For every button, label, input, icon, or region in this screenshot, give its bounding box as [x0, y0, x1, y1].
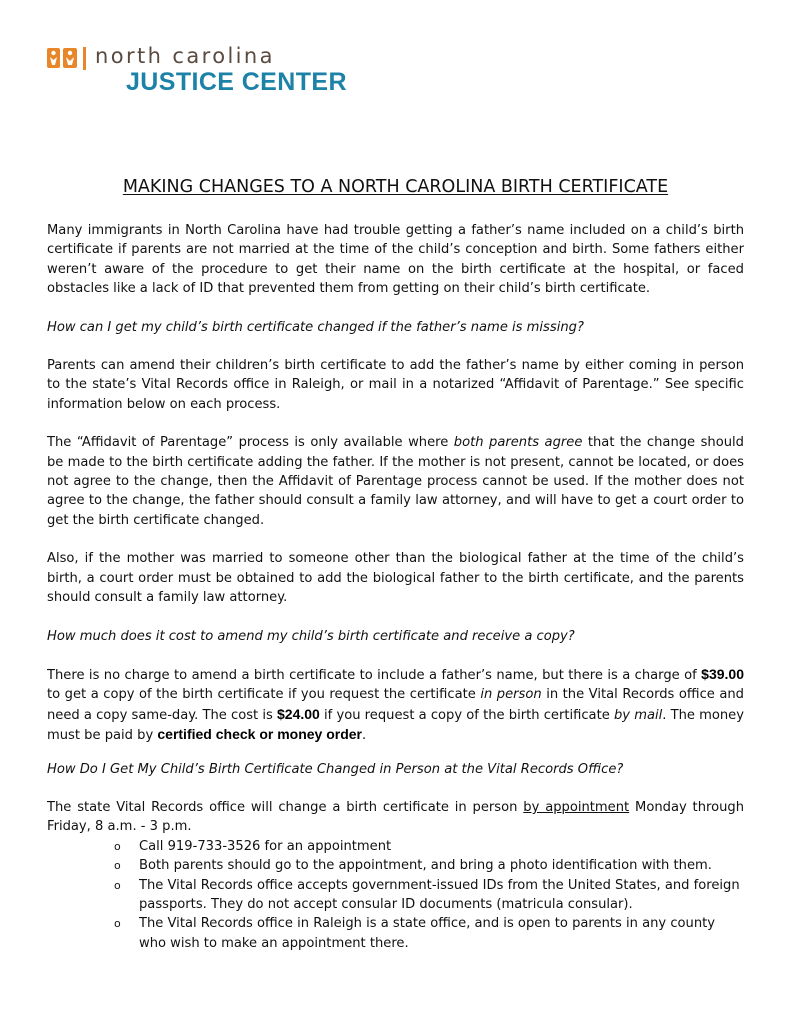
bullet-icon: o — [114, 917, 121, 931]
question-heading-1: How can I get my child’s birth certificate changed if the father’s name is missing? — [47, 319, 584, 335]
spacer — [47, 299, 744, 318]
text-run: to get a copy of the birth certificate if you request the certificate — [47, 687, 481, 703]
document-body — [47, 221, 744, 953]
list-item-text: The Vital Records office in Raleigh is a state office, and is open to parents in any county who wish to make an appointment there. — [139, 916, 716, 951]
logo-text-top: north carolina — [95, 44, 275, 68]
text-run: . The money must be paid by — [47, 707, 744, 744]
list-item — [114, 876, 744, 915]
list-item-text: The Vital Records office accepts government-issued IDs from the United States, and foreign passports. They do not accept consular ID documents (matricula consular). — [139, 877, 740, 912]
price-by-mail: $24.00 — [277, 705, 320, 722]
text-run: Monday through Friday, 8 a.m. - 3 p.m. — [47, 799, 745, 835]
requirements-list — [47, 837, 744, 953]
spacer — [47, 530, 744, 549]
emphasis-text: both parents agree — [453, 435, 583, 451]
bullet-icon: o — [114, 859, 121, 873]
intro-paragraph: Many immigrants in North Carolina have had trouble getting a father’s name included on a child’s birth certificate if parents are not married at the time of the child’s conception and birth. Some fathers either weren’t aware of the procedure to get their name on the birth certificate at the hospital, or faced obstacles like a lack of ID that prevented them from getting on their child’s birth certificate. — [47, 223, 744, 297]
spacer — [47, 608, 744, 627]
text-run: in the Vital Records office and need a copy same-day. The cost is — [47, 687, 744, 723]
text-run: The state Vital Records office will change a birth certificate in person — [47, 799, 524, 815]
spacer — [47, 779, 744, 798]
question-heading-3: How Do I Get My Child’s Birth Certificate Changed in Person at the Vital Records Office? — [47, 761, 624, 777]
answer-paragraph-1: Parents can amend their children’s birth certificate to add the father’s name by either coming in person to the state’s Vital Records office in Raleigh, or mail in a notarized “Affidavit of Parentage.” See specific information below on each process. — [47, 358, 744, 412]
document-title: MAKING CHANGES TO A NORTH CAROLINA BIRTH CERTIFICATE — [122, 177, 669, 197]
spacer — [47, 414, 744, 433]
logo-divider — [83, 47, 86, 70]
text-run: There is no charge to amend a birth certificate to include a father’s name, but there is a charge of — [47, 667, 702, 683]
text-run: if you request a copy of the birth certificate — [319, 707, 614, 723]
spacer — [47, 337, 744, 356]
payment-method: certified check or money order — [157, 726, 363, 743]
emphasis-text: by mail — [613, 707, 663, 723]
text-run: that the change should be made to the birth certificate adding the father. If the mother is not present, cannot be located, or does not agree to the change, then the Affidavit of Parentage process cannot be used. If the mother does not agree to the change, the father should consult a family law attorney, and will have to get a court order to get the birth certificate changed. — [47, 435, 744, 528]
answer-paragraph-2 — [47, 433, 744, 530]
office-paragraph — [47, 798, 744, 837]
bullet-icon: o — [114, 839, 121, 853]
appointment-text: by appointment — [523, 799, 630, 815]
spacer — [47, 646, 744, 665]
logo — [47, 44, 377, 96]
list-item — [114, 837, 744, 856]
logo-text-bottom: JUSTICE CENTER — [126, 68, 347, 96]
list-item — [114, 914, 744, 953]
answer-paragraph-3: Also, if the mother was married to someone other than the biological father at the time of the child’s birth, a court order must be obtained to add the biological father to the birth certificate, and the parents should consult a family law attorney. — [47, 551, 744, 606]
question-heading-2: How much does it cost to amend my child’s birth certificate and receive a copy? — [47, 628, 575, 644]
list-item — [114, 856, 744, 875]
text-run: . — [362, 728, 367, 744]
list-item-text: Both parents should go to the appointment, and bring a photo identification with them. — [139, 858, 712, 874]
list-item-text: Call 919-733-3526 for an appointment — [139, 838, 392, 854]
emphasis-text: in person — [480, 687, 542, 703]
logo-mark-icon — [47, 48, 77, 68]
cost-paragraph — [47, 665, 744, 746]
text-run: The “Affidavit of Parentage” process is only available where — [47, 435, 454, 451]
spacer — [47, 746, 744, 760]
price-in-person: $39.00 — [701, 665, 744, 682]
bullet-icon: o — [114, 878, 121, 892]
